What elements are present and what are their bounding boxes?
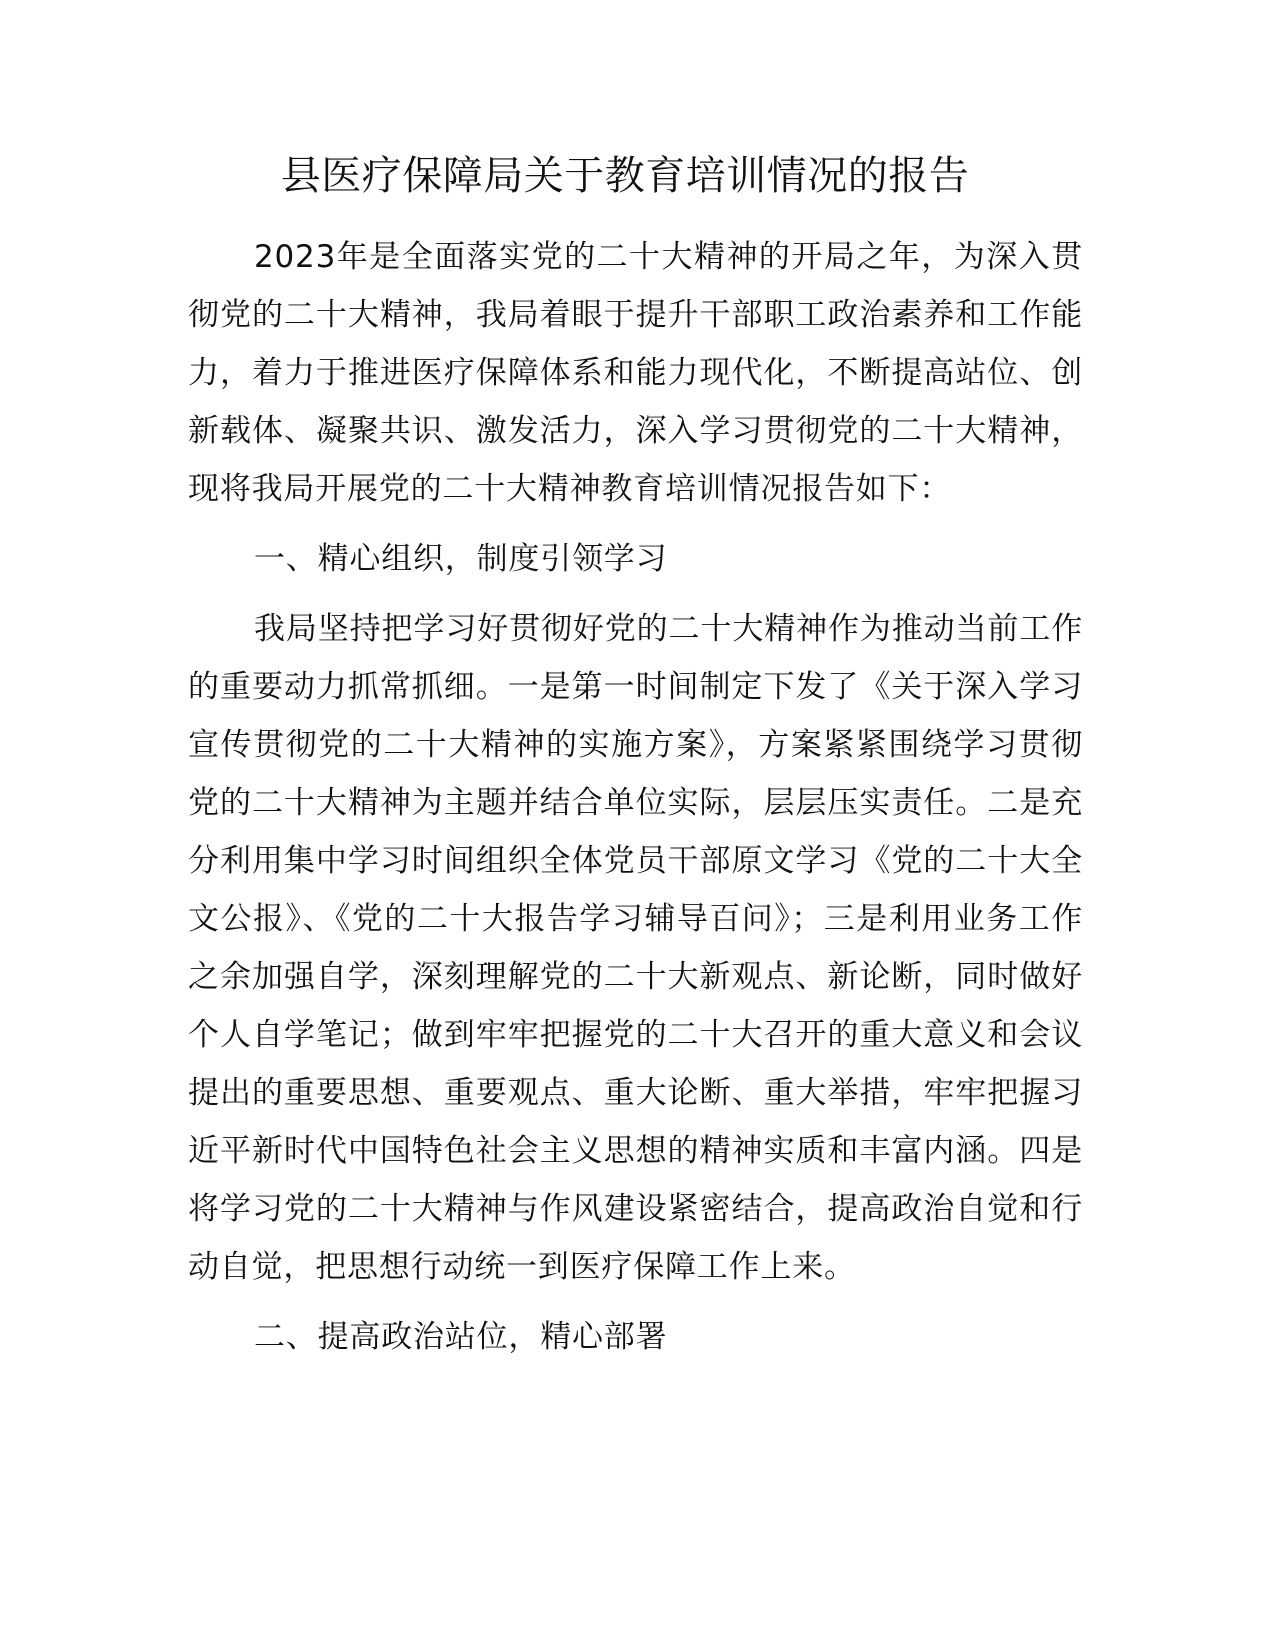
section-1-heading: 一、精心组织，制度引领学习 (254, 541, 668, 577)
document-title: 县医疗保障局关于教育培训情况的报告 (280, 153, 970, 199)
intro-paragraph: 2023年是全面落实党的二十大精神的开局之年，为深入贯彻党的二十大精神，我局着眼于提升干部职工政治素养和工作能力，着力于推进医疗保障体系和能力现代化，不断提高站位、创新载体、凝聚共识、激发活力，深入学习贯彻党的二十大精神，现将我局开展党的二十大精神教育培训情况报告如下： (188, 239, 1083, 507)
document-body (188, 228, 1083, 1366)
section-2-heading: 二、提高政治站位，精心部署 (254, 1319, 668, 1355)
section-1-paragraph: 我局坚持把学习好贯彻好党的二十大精神作为推动当前工作的重要动力抓常抓细。一是第一时间制定下发了《关于深入学习宣传贯彻党的二十大精神的实施方案》，方案紧紧围绕学习贯彻党的二十大精神为主题并结合单位实际，层层压实责任。二是充分利用集中学习时间组织全体党员干部原文学习《党的二十大全文公报》、《党的二十大报告学习辅导百问》；三是利用业务工作之余加强自学，深刻理解党的二十大新观点、新论断，同时做好个人自学笔记；做到牢牢把握党的二十大召开的重大意义和会议提出的重要思想、重要观点、重大论断、重大举措，牢牢把握习近平新时代中国特色社会主义思想的精神实质和丰富内涵。四是将学习党的二十大精神与作风建设紧密结合，提高政治自觉和行动自觉，把思想行动统一到医疗保障工作上来。 (188, 611, 1083, 1285)
